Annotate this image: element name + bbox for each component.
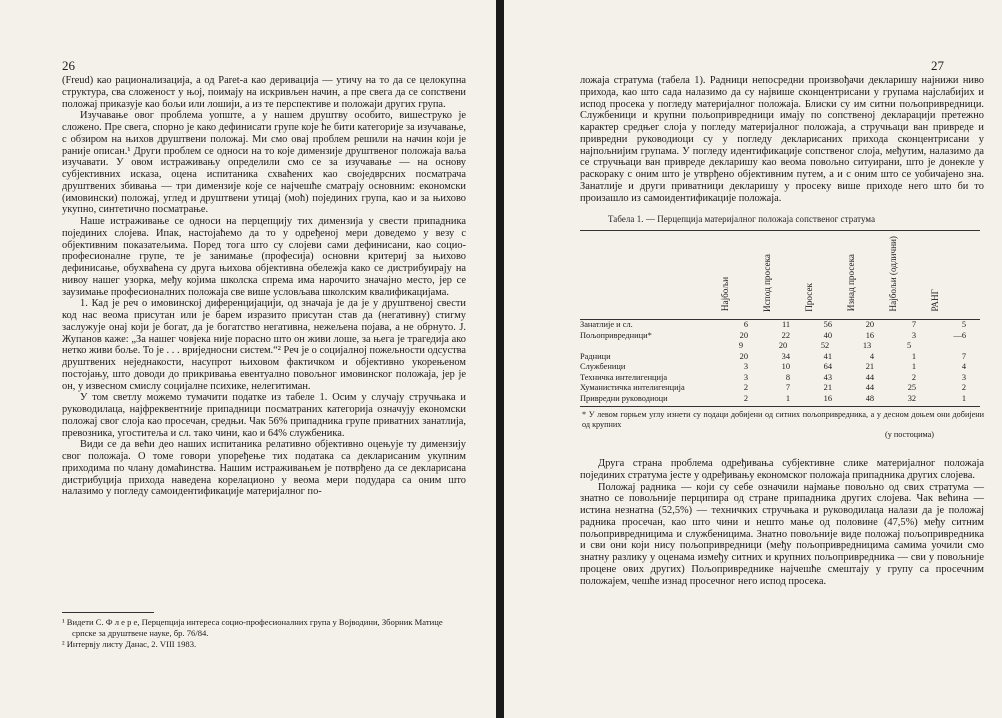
table-note [580, 410, 984, 440]
row-label: Службеници [580, 362, 626, 371]
cell: 1 [762, 394, 804, 407]
cell: 1 [930, 394, 980, 407]
cell: 56 [823, 320, 833, 329]
cell: 2 [743, 383, 749, 392]
cell [930, 341, 980, 352]
cell: 21 [865, 362, 875, 371]
cell: 3 [911, 330, 917, 340]
column-header: Изнад просека [846, 231, 888, 320]
table-caption: Табела 1. — Перцепција материјалног положаја сопственог стратума [608, 214, 876, 225]
cell: 32 [888, 394, 930, 407]
cell: 64 [823, 362, 833, 371]
cell: 4 [961, 362, 966, 371]
data-table [580, 230, 980, 407]
footnote: ² Интервју листу Данас, 2. VIII 1983. [62, 639, 197, 649]
cell: 20 [865, 320, 875, 329]
table-subrow [580, 341, 980, 352]
cell: 3 [743, 362, 749, 371]
row-label: Занатлије и сл. [580, 320, 633, 329]
table-row [580, 362, 980, 373]
cell: 48 [846, 394, 888, 407]
table-unit: (у постоцима) [885, 430, 934, 439]
row-label: Радници [580, 351, 611, 361]
cell: 22 [781, 330, 791, 340]
cell: 6 [743, 320, 749, 329]
table-row [580, 383, 980, 394]
table-header-row [580, 231, 980, 320]
paragraph: У том светлу можемо тумачити податке из табеле 1. Осим у случају стручњака и руководилаца, најфреквентније припадници посматраних категорија означују економски положај свог слоја као просечан, средњи. Чак 56% припадника групе приватних занатлија, превозника, угоститеља и сл. тако чини, као и 64% службеника. [62, 392, 466, 439]
paragraph: ложаја стратума (табела 1). Радници непосредни произвођачи декларишу најнижи ниво прихода, као што сада налазимо да су највише сконцентрисани у групама најслабијих и испод просека у погледу материјалног положаја. Блиски су им ситни пољопривредници. Службеници и крупни пољопривредници имају по сопственој декларацији претежно карактер средњег слоја у погледу материјалног положаја, а стручњаци ван привреде и привредни руководиоци су у погледу декларисаних прихода сконцентрисани у најпољнијим групама. У погледу идентификације сопственог слоја, међутим, налазимо да се стручњаци ван привреде декларишу као веома повољно ситуирани, што је донекле у раскораку с оним што је утврђено објективним путем, а и с оним што се уобичајено зна. Занатлије и други приватници декларишу у просеку више приходе него што би то произашло из самоидентификације положаја. [580, 75, 984, 204]
cell: 1 [911, 362, 917, 371]
header-spacer [580, 231, 720, 320]
right-page [504, 0, 1002, 718]
cell: 13 [862, 341, 872, 350]
page-number: 26 [62, 58, 75, 73]
paragraph: 1. Кад је реч о имовинској диференцијацији, од значаја је да је у друштвеној свести код нас веома присутан или је барем изразито присутан став да (негативну) стигму заслужује онај који је богат, да је богатство негативна, нежељена појава, а не обрнуто. Ј. Жупанов каже: „За нашег човјека није порасно што он живи лоше, за њега је трагедија ако нетко живи боље. То је . . . вриједносни систем.“² Реч је о социјалној пожељности одсуства друштвених неједнакости, насупрот њиховом фактичком и објективно укорењеном постојању, што доводи до прикривања евентуално повољног имовинског положаја, јер је он, у извесном смислу социјалне психике, нелегитиман. [62, 298, 466, 392]
cell: 44 [865, 372, 875, 382]
column-header: Испод просека [762, 231, 804, 320]
cell: 2 [961, 383, 966, 392]
paragraph: Друга страна проблема одређивања субјективне слике материјалног положаја појединих стратума јесте у одређивању економског положаја припадника других слојева. [580, 458, 984, 481]
column-header: Најбољи [720, 231, 762, 320]
cell: 1 [911, 351, 917, 361]
table-row [580, 352, 980, 363]
cell: 7 [785, 383, 791, 392]
paragraph: (Freud) као рационализација, а од Paret-a као деривација — утичу на то да се целокупна структура, сва сложеност у њој, поимају на искривљен начин, а пре свега да се сопствени положај приказује као бољи или лошији, а из те перспективе и положаји других група. [62, 75, 466, 110]
cell: 5 [961, 320, 966, 329]
cell: 16 [865, 330, 875, 340]
paragraph: Наше истраживање се односи на перцепцију тих димензија у свести припадника појединих слојева. Ипак, настојаћемо да то у одређеној мери доведемо у везу с објективним показатељима. Поред тога што су слојеви сами дефинисани, као социо-професионалне групе, те је занимање (професија) основни критериј за њихово дефинисање, обухваћена су друга њихова објективна обележја како се дистрибуирају на нивоу нашег узорка, међу којима школска спрема има нарочито значајно место, јер се заузимање професионалних положаја све више условљава школским квалификацијама. [62, 216, 466, 298]
cell: 20 [739, 330, 749, 340]
cell: 4 [869, 351, 875, 361]
table-row [580, 331, 980, 342]
cell: 2 [720, 394, 762, 407]
column-header: Просек [804, 231, 846, 320]
row-label: Привредни руководиоци [580, 394, 720, 407]
paragraph: Изучавање овог проблема уопште, а у нашем друштву особито, вишеструко је сложено. Пре свега, спорно је како дефинисати групе које ће бити категорије за изучавање, с обзиром на њихов друштвени положај. Ми смо овај проблем решили на начин који је раније описан.¹ Други проблем се односи на то које димензије друштвеног положаја ваља изучавати. У овом истраживању определили смо се за изучавање — на основу субјективних исказа, оцена испитаника схваћених као своједврсних посматрача друштвених збивања — три димензије које се најчешће сматрају основним: економски (имовински) положај, углед и друштвени утицај (моћ) појединих група, као и за њихово укупно, синтетично посматрање. [62, 110, 466, 216]
cell: —6 [953, 330, 966, 340]
column-header: РАНГ [930, 231, 980, 320]
body-text [580, 75, 984, 587]
cell: 43 [823, 372, 833, 382]
cell: 20 [778, 341, 788, 350]
column-header: Најбољи (одлични) [888, 231, 930, 320]
cell: 34 [781, 351, 791, 361]
cell: 10 [781, 362, 791, 371]
cell: 21 [823, 383, 833, 392]
page-number: 27 [931, 58, 944, 73]
cell: 20 [739, 351, 749, 361]
footnotes [62, 612, 466, 650]
cell: 7 [961, 351, 966, 361]
body-text [62, 75, 466, 498]
cell: 40 [823, 330, 833, 340]
table-footnote: * У левом горњем углу изнети су подаци добијени од ситних пољопривредника, а у десном доњем они добијени од крупних [582, 410, 984, 429]
cell: 11 [781, 320, 791, 329]
cell: 9 [738, 341, 744, 350]
cell: 52 [820, 341, 830, 350]
cell: 2 [911, 372, 917, 382]
cell: 3 [743, 372, 749, 382]
cell: 41 [823, 351, 833, 361]
left-page [0, 0, 496, 718]
footnote-rule [62, 612, 154, 613]
row-label: Пољопривредници* [580, 330, 652, 340]
cell: 5 [906, 341, 912, 350]
table-row [580, 320, 980, 331]
cell: 25 [907, 383, 917, 392]
cell: 8 [785, 372, 791, 382]
cell: 7 [911, 320, 917, 329]
paragraph: Види се да већи део наших испитаника релативно објективно оцењује ту димензију свог положаја. О томе говори упоређење тих података са декларисаним укупним приходима по члану домаћинства. Нашим истраживањем је потврђено да се декларисана дистрибуција прихода наведена корелационо у веома мери подудара са оним што налазимо у погледу самоидентификације материјалног по- [62, 439, 466, 498]
row-label: Техничка интелигенција [580, 372, 668, 382]
cell: 44 [865, 383, 875, 392]
table-row [580, 394, 980, 407]
paragraph: Положај радника — који су себе означили најмање повољно од свих стратума — знатно се повољније перципира од стране припадника других слојева. Чак већина — истина незнатна (52,5%) — техничких стручњака и руководилаца налази да је положај радника просечан, као што чини и нешто мање од половине (47,5%) међу ситним пољопривредницима и службеницима. Знатно повољније виде положај пољопривредника и сви они који нису пољопривредници (међу пољопривредницима самима уочили смо знатну разлику у оценама између ситних и крупних пољопривредника — сви у повољније процене ових других) Пољопривреднике најчешће смештају у групу са просечним положајем, чешће изнад просечног него испод просека. [580, 481, 984, 587]
cell: 16 [804, 394, 846, 407]
row-label: Хуманистичка интелигенција [580, 383, 685, 392]
table-row [580, 373, 980, 384]
cell: 3 [961, 372, 966, 382]
footnote: ¹ Видети С. Ф л е р е, Перцепција интереса социо-професионалних група у Војводини, Зборник Матице српске за друштвене науке, бр. 76/84. [62, 617, 443, 638]
